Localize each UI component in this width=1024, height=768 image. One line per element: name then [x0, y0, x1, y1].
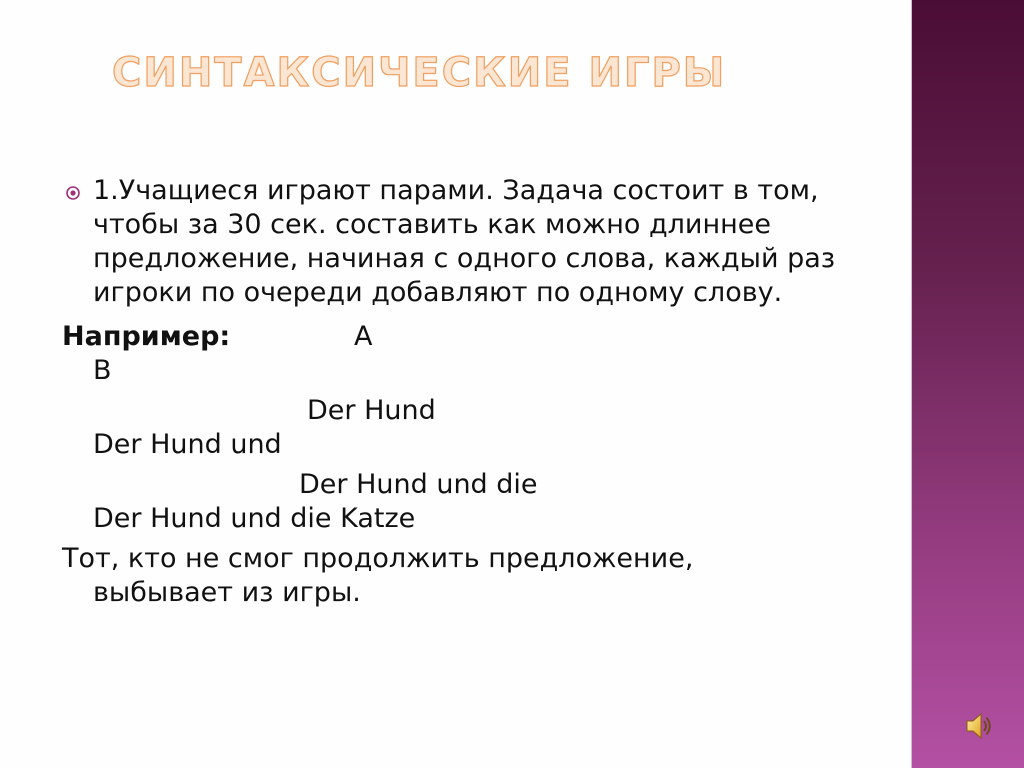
bullet-text: 1.Учащиеся играют парами. Задача состоит в том, чтобы за 30 сек. составить как можно длиннее предложение, начиная с одного слова, каждый раз игроки по очереди добавляют по одному слову.	[93, 175, 836, 308]
example-label: Например:	[62, 321, 231, 352]
example-row-2	[62, 428, 882, 462]
closing-line-1: Тот, кто не смог продолжить предложение,	[62, 543, 694, 574]
example-row-1	[62, 394, 882, 428]
example-line-2: Der Hund und	[93, 429, 282, 460]
closing-line-2: выбывает из игры.	[93, 577, 361, 608]
example-row-3	[62, 468, 882, 502]
slide-body	[62, 174, 882, 610]
example-line-3: Der Hund und die	[299, 469, 538, 500]
speaker-icon[interactable]	[964, 710, 994, 742]
example-row-4	[62, 502, 882, 536]
slide-title: СИНТАКСИЧЕСКИЕ ИГРЫ	[112, 50, 727, 96]
player-a-label: A	[354, 321, 373, 352]
example-row-b	[62, 354, 882, 388]
example-line-1: Der Hund	[307, 395, 436, 426]
player-b-label: B	[93, 355, 112, 386]
closing-paragraph	[62, 542, 882, 610]
target-bullet-icon	[66, 186, 80, 200]
decorative-side-panel	[912, 0, 1024, 768]
example-line-4: Der Hund und die Katze	[93, 503, 416, 534]
bullet-paragraph	[62, 174, 882, 310]
example-row-a	[62, 320, 882, 354]
